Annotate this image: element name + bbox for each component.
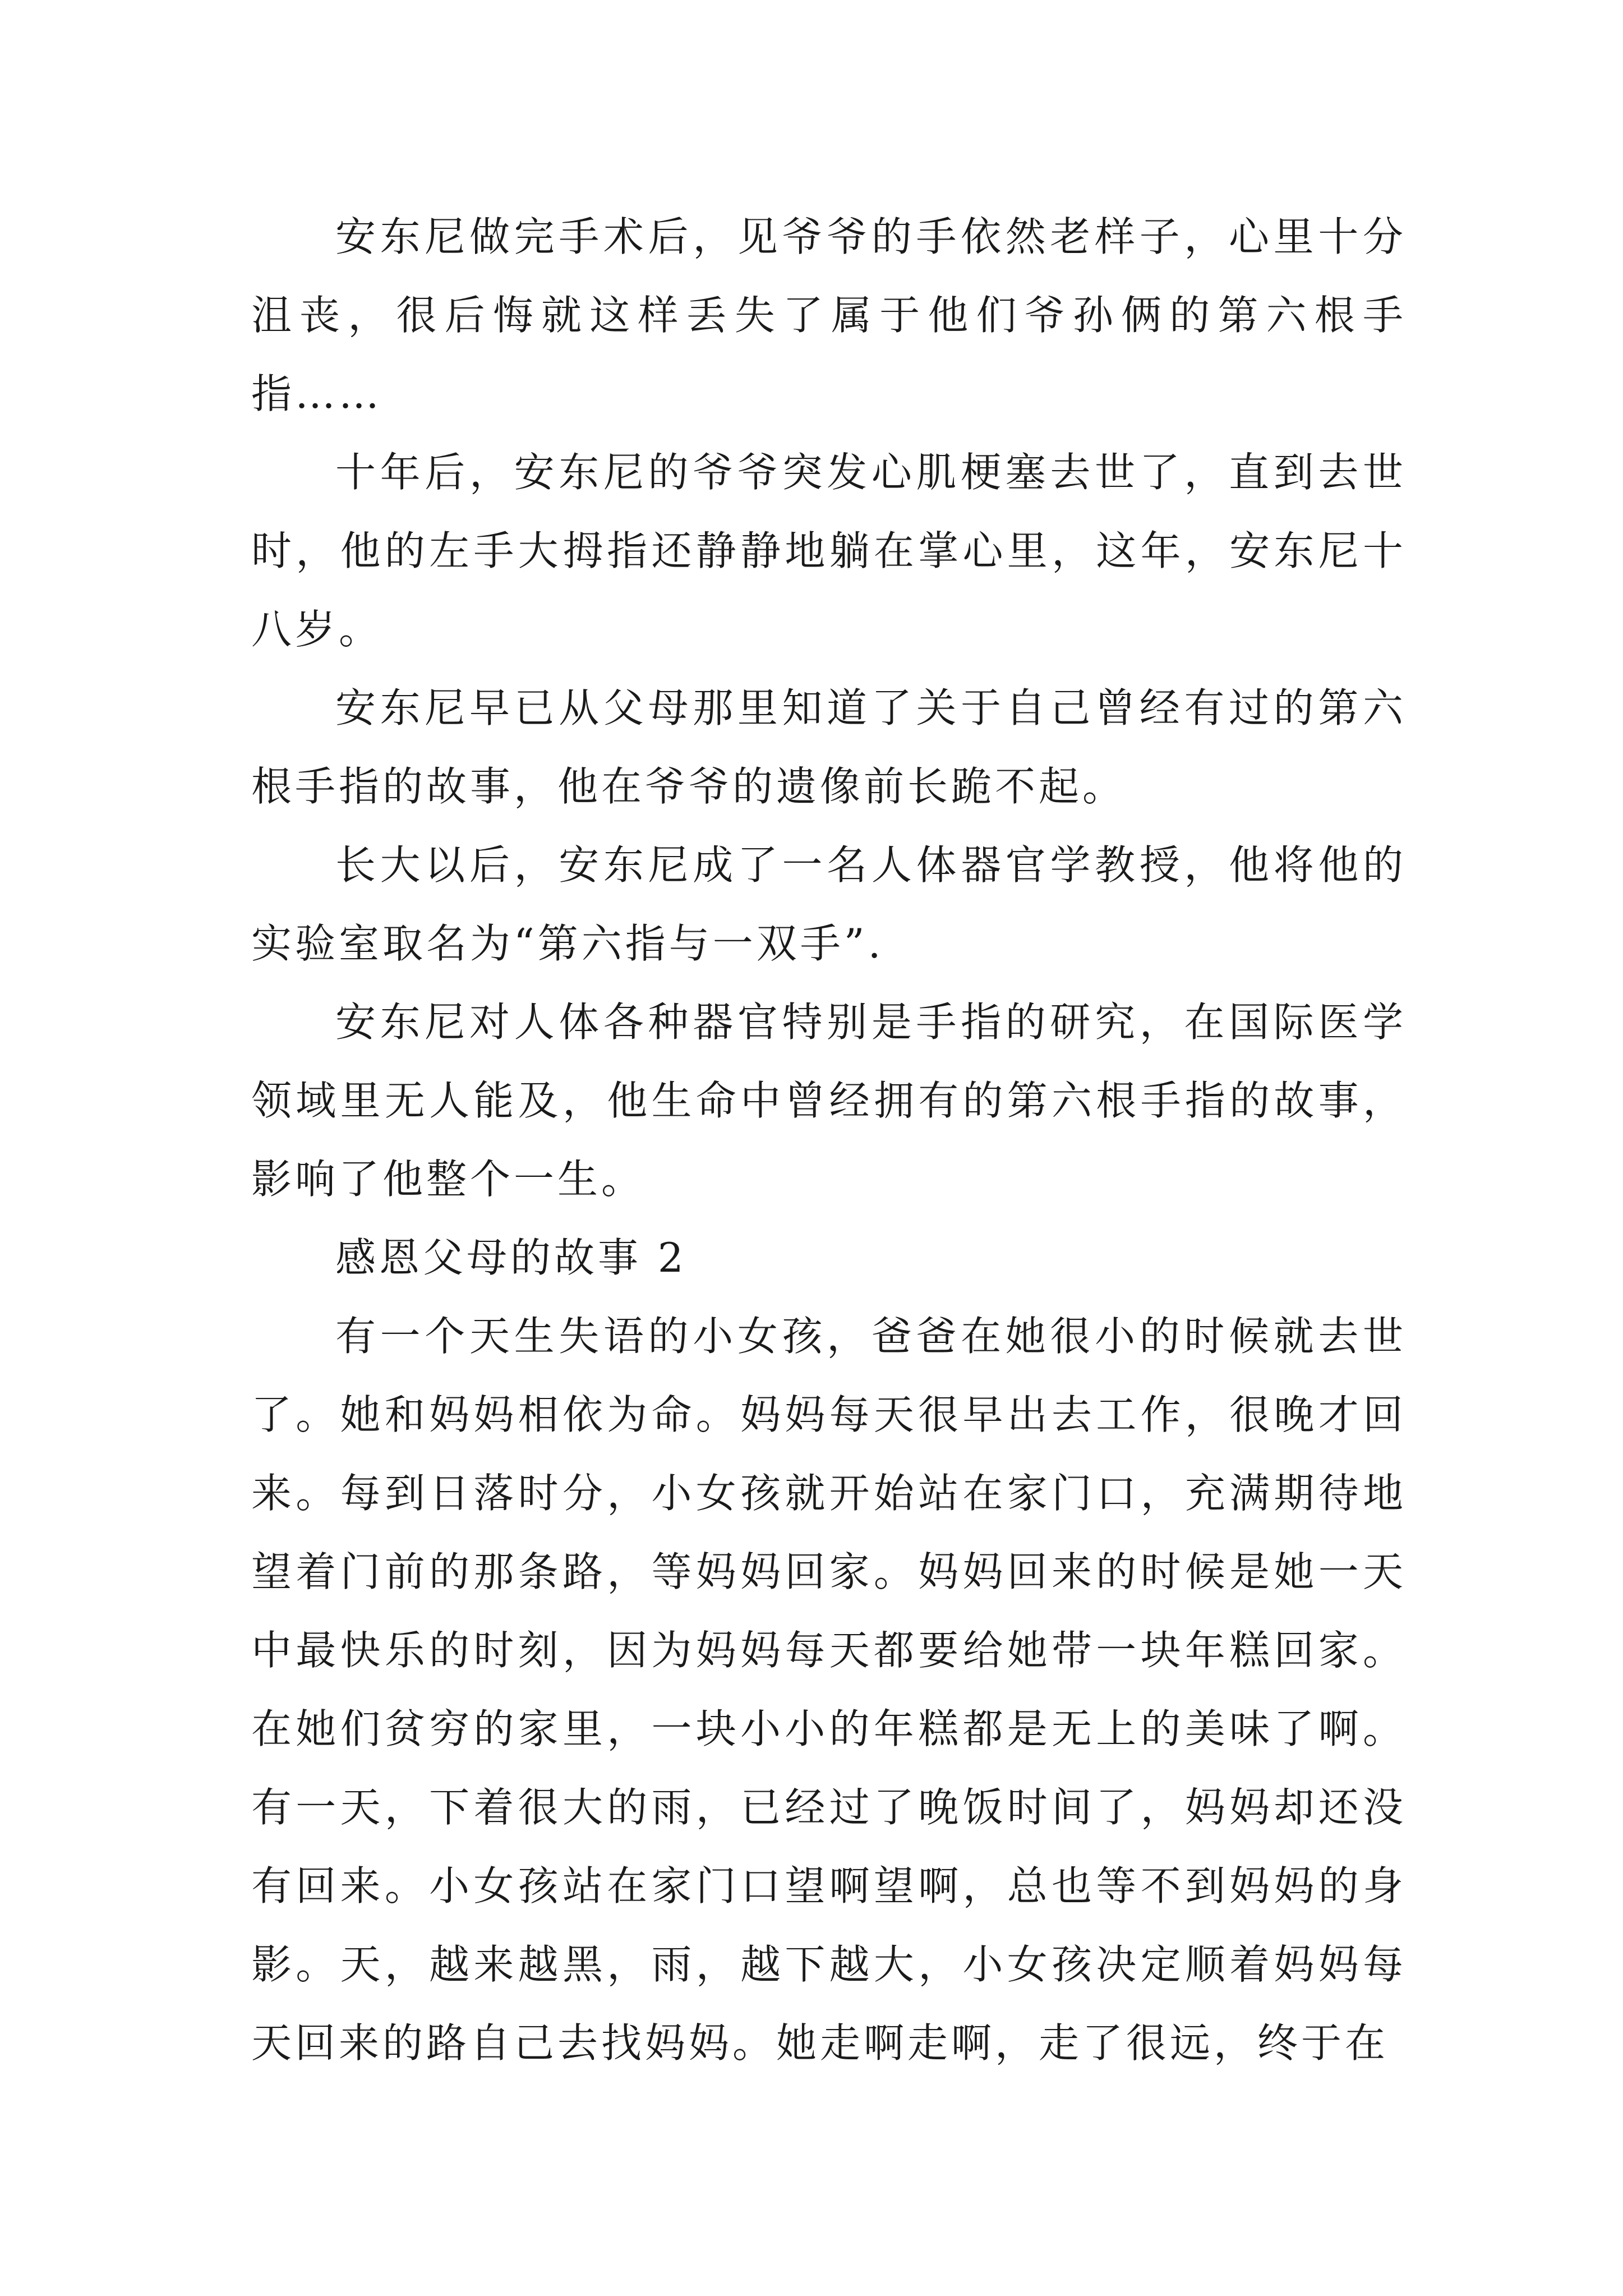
paragraph-became-professor: 长大以后，安东尼成了一名人体器官学教授，他将他的实验室取名为“第六指与一双手”.	[251, 841, 1407, 967]
paragraph-mute-girl: 有一个天生失语的小女孩，爸爸在她很小的时候就去世了。她和妈妈相依为命。妈妈每天很早出去工作，很晚才回来。每到日落时分，小女孩就开始站在家门口，充满期待地望着门前的那条路，等妈妈回家。妈妈回来的时候是她一天中最快乐的时刻，因为妈妈每天都要给她带一块年糕回家。在她们贫穷的家里，一块小小的年糕都是无上的美味了啊。有一天，下着很大的雨，已经过了晚饭时间了，妈妈却还没有回来。小女孩站在家门口望啊望啊，总也等不到妈妈的身影。天，越来越黑，雨，越下越大，小女孩决定顺着妈妈每天回来的路自己去找妈妈。她走啊走啊，走了很远，终于在	[251, 1313, 1407, 2067]
paragraph-surgery-regret: 安东尼做完手术后，见爷爷的手依然老样子，心里十分沮丧，很后悔就这样丢失了属于他们爷孙俩的第六根手指……	[251, 213, 1407, 417]
section-heading: 感恩父母的故事 2	[335, 1234, 687, 1281]
paragraph-research: 安东尼对人体各种器官特别是手指的研究，在国际医学领域里无人能及，他生命中曾经拥有的第六根手指的故事，影响了他整个一生。	[251, 999, 1407, 1203]
paragraph-grandfather-death: 十年后，安东尼的爷爷突发心肌梗塞去世了，直到去世时，他的左手大拇指还静静地躺在掌心里，这年，安东尼十八岁。	[251, 449, 1407, 653]
document-body	[251, 197, 1407, 2082]
paragraph-learned-story: 安东尼早已从父母那里知道了关于自己曾经有过的第六根手指的故事，他在爷爷的遗像前长跪不起。	[251, 684, 1407, 810]
